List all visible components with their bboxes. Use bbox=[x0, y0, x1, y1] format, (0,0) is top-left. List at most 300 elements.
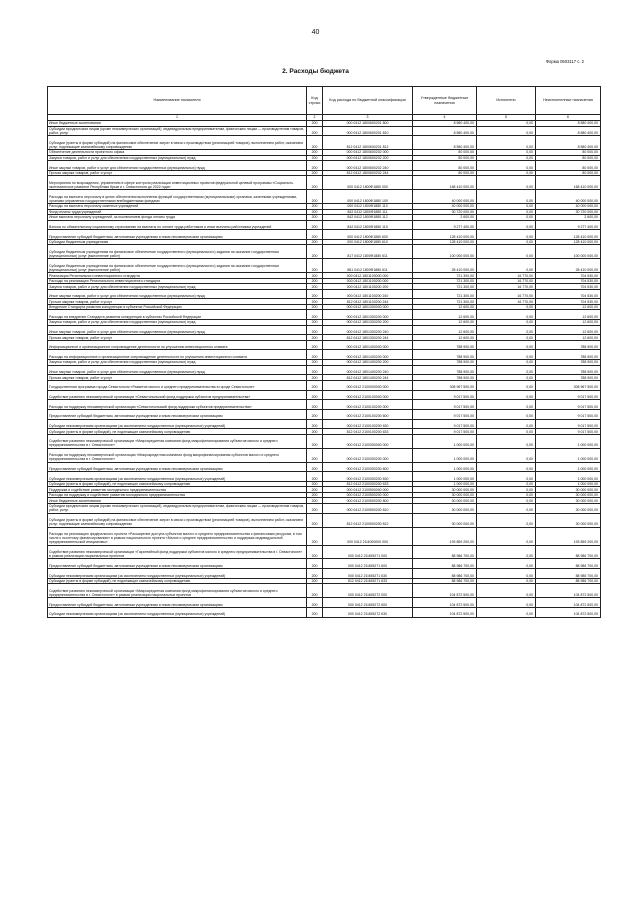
row-unexecuted-amount: 88 986 700,00 bbox=[536, 578, 601, 584]
row-executed-amount: 0,00 bbox=[477, 126, 536, 136]
row-executed-amount: 16 770,00 bbox=[477, 299, 536, 305]
row-line-code: 200 bbox=[307, 259, 323, 273]
table-row bbox=[48, 380, 601, 390]
row-unexecuted-amount: 1 000 000,00 bbox=[536, 472, 601, 482]
row-indicator-name: Субсидии некоммерческим организациям (за исключением государственных (муниципальных) учреждений) bbox=[48, 569, 307, 579]
row-unexecuted-amount: 788 900,00 bbox=[536, 365, 601, 375]
table-row bbox=[48, 419, 601, 429]
row-unexecuted-amount: 80 000,00 bbox=[536, 155, 601, 161]
row-executed-amount: 0,00 bbox=[477, 513, 536, 527]
row-unexecuted-amount: 40 000 000,00 bbox=[536, 190, 601, 204]
table-row bbox=[48, 289, 601, 299]
table-row bbox=[48, 607, 601, 617]
row-budget-code: 812 0412 2100500200 812 bbox=[323, 513, 413, 527]
row-unexecuted-amount: 704 530,00 bbox=[536, 289, 601, 299]
row-budget-code: 842 0412 1800Ф1880 112 bbox=[323, 215, 413, 221]
row-unexecuted-amount: 704 530,00 bbox=[536, 273, 601, 279]
row-indicator-name: Субсидии (гранты в форме субсидий) на финансовое обеспечение затрат в связи с производством (реализацией товаров), выполнением работ, оказанием услуг, подлежащие казначейскому сопровождению bbox=[48, 513, 307, 527]
row-executed-amount: 0,00 bbox=[477, 380, 536, 390]
row-budget-code: 000 0412 2100000000 000 bbox=[323, 380, 413, 390]
row-line-code: 200 bbox=[307, 487, 323, 493]
row-indicator-name: Расходы на реализацию Регионального инвестиционного стандарта bbox=[48, 278, 307, 284]
table-row bbox=[48, 161, 601, 171]
row-approved-amount: 30 000 000,00 bbox=[413, 492, 477, 498]
row-line-code: 200 bbox=[307, 429, 323, 435]
row-indicator-name: Государственная программа города Севастополя «Развитие малого и среднего предпринимательства в городе Севастополе» bbox=[48, 380, 307, 390]
row-unexecuted-amount: 30 000 000,00 bbox=[536, 513, 601, 527]
row-indicator-name: Содействие развитию некоммерческой организации «Микрокредитная компания фонд микрофинансирования субъектов малого и среднего предпринимательства в г. Севастополе» в рамках реализации национальных проектов bbox=[48, 584, 307, 598]
row-executed-amount: 0,00 bbox=[477, 209, 536, 215]
row-executed-amount: 0,00 bbox=[477, 503, 536, 513]
row-executed-amount: 0,00 bbox=[477, 462, 536, 472]
row-line-code: 200 bbox=[307, 419, 323, 429]
table-row bbox=[48, 584, 601, 598]
table-row bbox=[48, 340, 601, 350]
row-unexecuted-amount: 88 986 700,00 bbox=[536, 569, 601, 579]
row-unexecuted-amount: 12 600,00 bbox=[536, 304, 601, 310]
row-budget-code: 000 0412 1801100000 000 bbox=[323, 273, 413, 279]
table-row bbox=[48, 325, 601, 335]
column-number: 6 bbox=[536, 115, 601, 121]
row-indicator-name: Информационное и организационное сопровождение деятельности по улучшению инвестиционного климата bbox=[48, 340, 307, 350]
row-budget-code: 000 0412 2100300200 000 bbox=[323, 448, 413, 462]
row-unexecuted-amount: 12 600,00 bbox=[536, 325, 601, 335]
row-executed-amount: 0,00 bbox=[477, 472, 536, 482]
row-budget-code: 000 0412 2100300000 000 bbox=[323, 434, 413, 448]
row-line-code: 200 bbox=[307, 161, 323, 171]
row-budget-code: 000 0412 2100300200 630 bbox=[323, 472, 413, 482]
row-unexecuted-amount: 40 000 000,00 bbox=[536, 204, 601, 210]
row-unexecuted-amount: 704 530,00 bbox=[536, 299, 601, 305]
row-approved-amount: 12 600,00 bbox=[413, 320, 477, 326]
row-executed-amount: 0,00 bbox=[477, 360, 536, 366]
row-indicator-name: Субсидии бюджетным учреждениям на финансовое обеспечение государственного (муниципального) задания на оказание государственных (муниципальных) услуг (выполнение работ) bbox=[48, 259, 307, 273]
row-line-code: 200 bbox=[307, 390, 323, 400]
row-indicator-name: Закупка товаров, работ и услуг для обеспечения государственных (муниципальных) нужд bbox=[48, 284, 307, 290]
row-approved-amount: 9 017 500,00 bbox=[413, 409, 477, 419]
row-indicator-name: Закупка товаров, работ и услуг для обеспечения государственных (муниципальных) нужд bbox=[48, 320, 307, 326]
row-indicator-name: Прочая закупка товаров, работ и услуг bbox=[48, 299, 307, 305]
table-row bbox=[48, 245, 601, 259]
row-indicator-name: Иные закупки товаров, работ и услуг для обеспечения государственных (муниципальных) нужд bbox=[48, 161, 307, 171]
row-budget-code: 000 0412 2100300200 600 bbox=[323, 462, 413, 472]
row-executed-amount: 0,00 bbox=[477, 230, 536, 240]
row-budget-code: 812 0412 1801400200 244 bbox=[323, 375, 413, 381]
row-indicator-name: Расходы на информационное и организационное сопровождение деятельности по улучшению инвестиционного климата bbox=[48, 350, 307, 360]
row-budget-code: 000 0412 2100100200 600 bbox=[323, 409, 413, 419]
table-row bbox=[48, 462, 601, 472]
row-unexecuted-amount: 1 000 000,00 bbox=[536, 462, 601, 472]
row-unexecuted-amount: 788 900,00 bbox=[536, 340, 601, 350]
row-unexecuted-amount: 104 872 500,00 bbox=[536, 607, 601, 617]
row-line-code: 200 bbox=[307, 284, 323, 290]
row-line-code: 200 bbox=[307, 578, 323, 584]
row-indicator-name: Фонд оплаты труда учреждений bbox=[48, 209, 307, 215]
page-number: 40 bbox=[311, 29, 320, 36]
row-indicator-name: Поддержка и содействие развитию молодежного предпринимательства bbox=[48, 487, 307, 493]
row-executed-amount: 0,00 bbox=[477, 320, 536, 326]
row-approved-amount: 128 410 000,00 bbox=[413, 239, 477, 245]
row-budget-code: 000 0412 21I455272 000 bbox=[323, 584, 413, 598]
table-row bbox=[48, 569, 601, 579]
row-unexecuted-amount: 788 900,00 bbox=[536, 360, 601, 366]
row-indicator-name: Закупка товаров, работ и услуг для обеспечения государственных (муниципальных) нужд bbox=[48, 360, 307, 366]
row-indicator-name: Субсидии юридическим лицам (кроме некоммерческих организаций), индивидуальным предпринимателям, физическим лицам — производителям товаров, работ, услуг bbox=[48, 503, 307, 513]
row-indicator-name: Субсидии некоммерческим организациям (за исключением государственных (муниципальных) учреждений) bbox=[48, 419, 307, 429]
row-executed-amount: 0,00 bbox=[477, 419, 536, 429]
row-executed-amount: 0,00 bbox=[477, 527, 536, 545]
row-executed-amount: 16 770,00 bbox=[477, 284, 536, 290]
row-approved-amount: 8 580 400,00 bbox=[413, 121, 477, 127]
table-row bbox=[48, 310, 601, 320]
row-approved-amount: 88 986 700,00 bbox=[413, 569, 477, 579]
table-row bbox=[48, 448, 601, 462]
row-executed-amount: 0,00 bbox=[477, 155, 536, 161]
row-line-code: 200 bbox=[307, 513, 323, 527]
row-line-code: 200 bbox=[307, 607, 323, 617]
row-approved-amount: 104 872 500,00 bbox=[413, 598, 477, 608]
row-line-code: 200 bbox=[307, 155, 323, 161]
row-budget-code: 000 0412 21I455271 600 bbox=[323, 559, 413, 569]
row-unexecuted-amount: 12 600,00 bbox=[536, 335, 601, 341]
row-approved-amount: 12 600,00 bbox=[413, 325, 477, 335]
table-row bbox=[48, 527, 601, 545]
row-indicator-name: Субсидии (гранты в форме субсидий) на финансовое обеспечение затрат в связи с производством (реализацией товаров), выполнением работ, оказанием услуг, подлежащие казначейскому сопровождению bbox=[48, 136, 307, 150]
row-line-code: 200 bbox=[307, 335, 323, 341]
row-indicator-name: Субсидии некоммерческим организациям (за исключением государственных (муниципальных) учреждений) bbox=[48, 607, 307, 617]
row-unexecuted-amount: 12 600,00 bbox=[536, 310, 601, 320]
row-line-code: 200 bbox=[307, 230, 323, 240]
expenditure-table bbox=[47, 86, 601, 618]
row-executed-amount: 0,00 bbox=[477, 598, 536, 608]
row-unexecuted-amount: 8 580 400,00 bbox=[536, 126, 601, 136]
row-unexecuted-amount: 704 530,00 bbox=[536, 278, 601, 284]
row-line-code: 200 bbox=[307, 204, 323, 210]
row-indicator-name: Взносы по обязательному социальному страхованию на выплаты по оплате труда работников и иные выплаты работникам учреждений bbox=[48, 220, 307, 230]
row-unexecuted-amount: 704 530,00 bbox=[536, 284, 601, 290]
row-line-code: 200 bbox=[307, 325, 323, 335]
row-approved-amount: 9 017 500,00 bbox=[413, 400, 477, 410]
row-executed-amount: 0,00 bbox=[477, 325, 536, 335]
table-row bbox=[48, 230, 601, 240]
row-executed-amount: 0,00 bbox=[477, 350, 536, 360]
row-unexecuted-amount: 80 000,00 bbox=[536, 170, 601, 176]
row-executed-amount: 0,00 bbox=[477, 215, 536, 221]
row-budget-code: 812 0412 2100100200 633 bbox=[323, 429, 413, 435]
row-approved-amount: 308 967 500,00 bbox=[413, 380, 477, 390]
row-unexecuted-amount: 128 410 000,00 bbox=[536, 230, 601, 240]
row-unexecuted-amount: 128 410 000,00 bbox=[536, 239, 601, 245]
row-line-code: 200 bbox=[307, 365, 323, 375]
row-approved-amount: 1 000 000,00 bbox=[413, 462, 477, 472]
row-approved-amount: 1 000 000,00 bbox=[413, 434, 477, 448]
row-budget-code: 842 0412 1800Ф1880 111 bbox=[323, 209, 413, 215]
row-indicator-name: Расходы на поддержку некоммерческой организации «Севастопольский фонд поддержки субъектов предпринимательства» bbox=[48, 400, 307, 410]
row-approved-amount: 8 580 400,00 bbox=[413, 126, 477, 136]
row-approved-amount: 9 017 500,00 bbox=[413, 419, 477, 429]
row-approved-amount: 788 900,00 bbox=[413, 360, 477, 366]
row-line-code: 200 bbox=[307, 273, 323, 279]
table-row bbox=[48, 390, 601, 400]
row-line-code: 200 bbox=[307, 434, 323, 448]
row-unexecuted-amount: 30 720 000,00 bbox=[536, 209, 601, 215]
row-executed-amount: 0,00 bbox=[477, 545, 536, 559]
row-unexecuted-amount: 9 017 500,00 bbox=[536, 409, 601, 419]
row-executed-amount: 0,00 bbox=[477, 245, 536, 259]
row-approved-amount: 721 300,00 bbox=[413, 284, 477, 290]
column-number: 3 bbox=[323, 115, 413, 121]
row-budget-code: 000 0412 1800Ф1880 110 bbox=[323, 204, 413, 210]
table-row bbox=[48, 598, 601, 608]
row-line-code: 200 bbox=[307, 299, 323, 305]
table-row bbox=[48, 220, 601, 230]
row-executed-amount: 0,00 bbox=[477, 481, 536, 487]
row-line-code: 200 bbox=[307, 278, 323, 284]
row-indicator-name: Субсидии бюджетным учреждениям bbox=[48, 239, 307, 245]
row-line-code: 200 bbox=[307, 215, 323, 221]
column-number: 2 bbox=[307, 115, 323, 121]
row-line-code: 200 bbox=[307, 190, 323, 204]
row-line-code: 200 bbox=[307, 320, 323, 326]
table-row bbox=[48, 176, 601, 190]
row-budget-code: 000 0412 1801300200 240 bbox=[323, 325, 413, 335]
row-budget-code: 000 0412 21I455271 630 bbox=[323, 569, 413, 579]
row-budget-code: 000 0412 1801300200 200 bbox=[323, 320, 413, 326]
row-unexecuted-amount: 104 872 500,00 bbox=[536, 598, 601, 608]
row-unexecuted-amount: 1 000 000,00 bbox=[536, 448, 601, 462]
row-approved-amount: 721 300,00 bbox=[413, 299, 477, 305]
row-unexecuted-amount: 788 900,00 bbox=[536, 350, 601, 360]
table-row bbox=[48, 190, 601, 204]
row-executed-amount: 0,00 bbox=[477, 176, 536, 190]
row-unexecuted-amount: 8 580 400,00 bbox=[536, 121, 601, 127]
row-unexecuted-amount: 308 967 500,00 bbox=[536, 380, 601, 390]
table-row bbox=[48, 365, 601, 375]
row-indicator-name: Иные выплаты персоналу учреждений, за исключением фонда оплаты труда bbox=[48, 215, 307, 221]
row-unexecuted-amount: 9 017 500,00 bbox=[536, 429, 601, 435]
row-approved-amount: 88 986 700,00 bbox=[413, 545, 477, 559]
row-budget-code: 000 0412 2100500200 810 bbox=[323, 503, 413, 513]
row-line-code: 200 bbox=[307, 310, 323, 320]
row-budget-code: 000 0412 1800600201 800 bbox=[323, 121, 413, 127]
row-line-code: 200 bbox=[307, 209, 323, 215]
row-executed-amount: 0,00 bbox=[477, 584, 536, 598]
row-budget-code: 000 0412 2100500000 000 bbox=[323, 487, 413, 493]
row-indicator-name: Мероприятия по возрождению, управлению в сфере контроля реализации инвестиционных проектов федеральной целевой программы «Социально-экономическое развитие Республики Крым и г. Севастополя до 2022 года» bbox=[48, 176, 307, 190]
row-line-code: 200 bbox=[307, 220, 323, 230]
row-executed-amount: 0,00 bbox=[477, 492, 536, 498]
row-approved-amount: 2 600,00 bbox=[413, 215, 477, 221]
row-unexecuted-amount: 100 000 000,00 bbox=[536, 245, 601, 259]
row-indicator-name: Субсидии бюджетным учреждениям на финансовое обеспечение государственного (муниципального) задания на оказание государственных (муниципальных) услуг (выполнение работ) bbox=[48, 245, 307, 259]
column-number: 4 bbox=[413, 115, 477, 121]
header-indicator-name: Наименование показателя bbox=[48, 87, 307, 115]
row-indicator-name: Предоставление субсидий бюджетным, автономным учреждениям и иным некоммерческим организациям bbox=[48, 409, 307, 419]
table-row bbox=[48, 472, 601, 482]
row-executed-amount: 0,00 bbox=[477, 569, 536, 579]
row-executed-amount: 0,00 bbox=[477, 400, 536, 410]
row-executed-amount: 0,00 bbox=[477, 498, 536, 504]
row-line-code: 200 bbox=[307, 245, 323, 259]
row-line-code: 200 bbox=[307, 400, 323, 410]
row-executed-amount: 0,00 bbox=[477, 204, 536, 210]
row-approved-amount: 100 000 000,00 bbox=[413, 245, 477, 259]
row-indicator-name: Закупка товаров, работ и услуг для обеспечения государственных (муниципальных) нужд bbox=[48, 155, 307, 161]
row-line-code: 200 bbox=[307, 289, 323, 299]
row-line-code: 200 bbox=[307, 492, 323, 498]
row-line-code: 200 bbox=[307, 340, 323, 350]
row-unexecuted-amount: 12 600,00 bbox=[536, 320, 601, 326]
row-budget-code: 000 0412 1800Ф1880 100 bbox=[323, 190, 413, 204]
row-budget-code: 000 0412 1801300000 000 bbox=[323, 304, 413, 310]
row-indicator-name: Иные бюджетные ассигнования bbox=[48, 121, 307, 127]
row-executed-amount: 0,00 bbox=[477, 161, 536, 171]
row-budget-code: 812 0412 1801300200 244 bbox=[323, 335, 413, 341]
header-approved: Утвержденные бюджетные назначения bbox=[413, 87, 477, 115]
row-executed-amount: 0,00 bbox=[477, 150, 536, 156]
table-row bbox=[48, 400, 601, 410]
row-line-code: 200 bbox=[307, 126, 323, 136]
row-approved-amount: 30 000 000,00 bbox=[413, 487, 477, 493]
row-unexecuted-amount: 1 000 000,00 bbox=[536, 481, 601, 487]
row-budget-code: 000 0412 21I455271 000 bbox=[323, 545, 413, 559]
row-budget-code: 000 0412 21I455272 630 bbox=[323, 607, 413, 617]
row-executed-amount: 0,00 bbox=[477, 607, 536, 617]
row-approved-amount: 9 277 400,00 bbox=[413, 220, 477, 230]
row-budget-code: 000 0412 1801100200 200 bbox=[323, 284, 413, 290]
row-unexecuted-amount: 30 000 000,00 bbox=[536, 498, 601, 504]
row-approved-amount: 80 000,00 bbox=[413, 161, 477, 171]
row-unexecuted-amount: 30 000 000,00 bbox=[536, 492, 601, 498]
row-budget-code: 000 0412 2100100200 630 bbox=[323, 419, 413, 429]
row-executed-amount: 0,00 bbox=[477, 578, 536, 584]
row-budget-code: 000 0412 1800Ф1880 610 bbox=[323, 239, 413, 245]
row-indicator-name: Субсидии (гранты в форме субсидий), не подлежащие казначейскому сопровождению bbox=[48, 481, 307, 487]
row-approved-amount: 104 872 500,00 bbox=[413, 584, 477, 598]
row-budget-code: 812 0412 1800600201 812 bbox=[323, 136, 413, 150]
row-line-code: 200 bbox=[307, 569, 323, 579]
row-indicator-name: Расходы на выплаты персоналу в целях обеспечения выполнения функций государственными (муниципальными) органами, казенными учреждениями, органами управления государственными внебюджетными фондами bbox=[48, 190, 307, 204]
row-budget-code: 000 0412 1801300200 000 bbox=[323, 310, 413, 320]
row-indicator-name: Расходы на реализацию федерального проекта «Расширение доступа субъектов малого и среднего предпринимательства к финансовым ресурсам, в том числе к льготному финансированию» в рамках национального проекта «Малое и среднее предпринимательство и поддержка индивидуальной предпринимательской инициативы» bbox=[48, 527, 307, 545]
row-indicator-name: Субсидии (гранты в форме субсидий), не подлежащие казначейскому сопровождению bbox=[48, 429, 307, 435]
row-approved-amount: 30 720 000,00 bbox=[413, 209, 477, 215]
row-budget-code: 000 0412 1800600202 000 bbox=[323, 150, 413, 156]
row-unexecuted-amount: 9 017 500,00 bbox=[536, 400, 601, 410]
row-budget-code: 000 0412 1801100200 000 bbox=[323, 278, 413, 284]
table-row bbox=[48, 503, 601, 513]
row-indicator-name: Расходы на поддержку и содействие развитию молодежного предпринимательства bbox=[48, 492, 307, 498]
row-budget-code: 000 0412 1801400200 240 bbox=[323, 365, 413, 375]
row-budget-code: 000 0412 1801400200 000 bbox=[323, 350, 413, 360]
row-executed-amount: 0,00 bbox=[477, 259, 536, 273]
row-unexecuted-amount: 9 277 400,00 bbox=[536, 220, 601, 230]
row-line-code: 200 bbox=[307, 121, 323, 127]
row-executed-amount: 0,00 bbox=[477, 170, 536, 176]
row-unexecuted-amount: 30 000 000,00 bbox=[536, 487, 601, 493]
row-approved-amount: 168 410 000,00 bbox=[413, 176, 477, 190]
table-row bbox=[48, 126, 601, 136]
row-approved-amount: 788 900,00 bbox=[413, 340, 477, 350]
row-approved-amount: 80 000,00 bbox=[413, 155, 477, 161]
row-budget-code: 000 0412 21I4000000 000 bbox=[323, 527, 413, 545]
row-budget-code: 812 0412 1801100200 244 bbox=[323, 299, 413, 305]
row-unexecuted-amount: 168 410 000,00 bbox=[536, 176, 601, 190]
row-line-code: 200 bbox=[307, 375, 323, 381]
row-line-code: 200 bbox=[307, 150, 323, 156]
column-number: 5 bbox=[477, 115, 536, 121]
table-row bbox=[48, 350, 601, 360]
row-executed-amount: 0,00 bbox=[477, 136, 536, 150]
row-budget-code: 000 0412 2100500200 000 bbox=[323, 492, 413, 498]
header-executed: Исполнено bbox=[477, 87, 536, 115]
row-indicator-name: Прочая закупка товаров, работ и услуг bbox=[48, 170, 307, 176]
row-indicator-name: Содействие развитию некоммерческой организации «Гарантийный фонд поддержки субъектов малого и среднего предпринимательства в г. Севастополе» в рамках реализации национальных проектов bbox=[48, 545, 307, 559]
row-line-code: 200 bbox=[307, 559, 323, 569]
section-title: 2. Расходы бюджета bbox=[282, 68, 349, 75]
row-executed-amount: 0,00 bbox=[477, 434, 536, 448]
row-executed-amount: 0,00 bbox=[477, 559, 536, 569]
row-line-code: 200 bbox=[307, 498, 323, 504]
row-executed-amount: 0,00 bbox=[477, 310, 536, 320]
row-executed-amount: 0,00 bbox=[477, 335, 536, 341]
row-indicator-name: Расходы на внедрение Стандарта развития конкуренции в субъектах Российской Федерации bbox=[48, 310, 307, 320]
row-approved-amount: 8 580 400,00 bbox=[413, 136, 477, 150]
row-line-code: 200 bbox=[307, 527, 323, 545]
row-approved-amount: 788 900,00 bbox=[413, 365, 477, 375]
header-line-code: Код строки bbox=[307, 87, 323, 115]
column-number: 1 bbox=[48, 115, 307, 121]
row-budget-code: 000 0412 1800Ф1880 000 bbox=[323, 176, 413, 190]
row-budget-code: 842 0412 1800Ф1880 119 bbox=[323, 220, 413, 230]
row-indicator-name: Иные бюджетные ассигнования bbox=[48, 498, 307, 504]
table-row bbox=[48, 513, 601, 527]
row-line-code: 200 bbox=[307, 584, 323, 598]
row-approved-amount: 30 000 000,00 bbox=[413, 498, 477, 504]
row-unexecuted-amount: 8 580 400,00 bbox=[536, 136, 601, 150]
row-indicator-name: Предоставление субсидий бюджетным, автономным учреждениям и иным некоммерческим организациям bbox=[48, 559, 307, 569]
row-indicator-name: Иные закупки товаров, работ и услуг для обеспечения государственных (муниципальных) нужд bbox=[48, 365, 307, 375]
row-approved-amount: 1 000 000,00 bbox=[413, 472, 477, 482]
row-indicator-name: Содействие развитию некоммерческой организации «Микрокредитная компания фонд микрофинансирования субъектов малого и среднего предпринимательства в г. Севастополе» bbox=[48, 434, 307, 448]
row-unexecuted-amount: 80 000,00 bbox=[536, 150, 601, 156]
row-unexecuted-amount: 2 600,00 bbox=[536, 215, 601, 221]
row-indicator-name: Субсидии юридическим лицам (кроме некоммерческих организаций), индивидуальным предпринимателям, физическим лицам — производителям товаров, работ, услуг bbox=[48, 126, 307, 136]
row-unexecuted-amount: 9 017 500,00 bbox=[536, 390, 601, 400]
header-unexecuted: Неисполненные назначения bbox=[536, 87, 601, 115]
row-budget-code: 000 0412 1800600201 810 bbox=[323, 126, 413, 136]
row-budget-code: 861 0412 1800Ф1880 611 bbox=[323, 259, 413, 273]
row-budget-code: 000 0412 1801400000 000 bbox=[323, 340, 413, 350]
row-approved-amount: 721 300,00 bbox=[413, 278, 477, 284]
row-executed-amount: 0,00 bbox=[477, 429, 536, 435]
row-executed-amount: 0,00 bbox=[477, 121, 536, 127]
row-budget-code: 000 0412 2100500200 800 bbox=[323, 498, 413, 504]
row-approved-amount: 88 986 700,00 bbox=[413, 578, 477, 584]
row-budget-code: 000 0412 2100100000 000 bbox=[323, 390, 413, 400]
row-indicator-name: Реализация Регионального инвестиционного стандарта bbox=[48, 273, 307, 279]
row-approved-amount: 80 000,00 bbox=[413, 170, 477, 176]
row-approved-amount: 193 859 200,00 bbox=[413, 527, 477, 545]
row-approved-amount: 30 000 000,00 bbox=[413, 503, 477, 513]
row-executed-amount: 0,00 bbox=[477, 448, 536, 462]
row-executed-amount: 16 770,00 bbox=[477, 273, 536, 279]
table-row bbox=[48, 259, 601, 273]
row-approved-amount: 40 000 000,00 bbox=[413, 204, 477, 210]
row-unexecuted-amount: 9 017 500,00 bbox=[536, 419, 601, 429]
row-unexecuted-amount: 80 000,00 bbox=[536, 161, 601, 171]
row-budget-code: 812 0412 21I455271 633 bbox=[323, 578, 413, 584]
